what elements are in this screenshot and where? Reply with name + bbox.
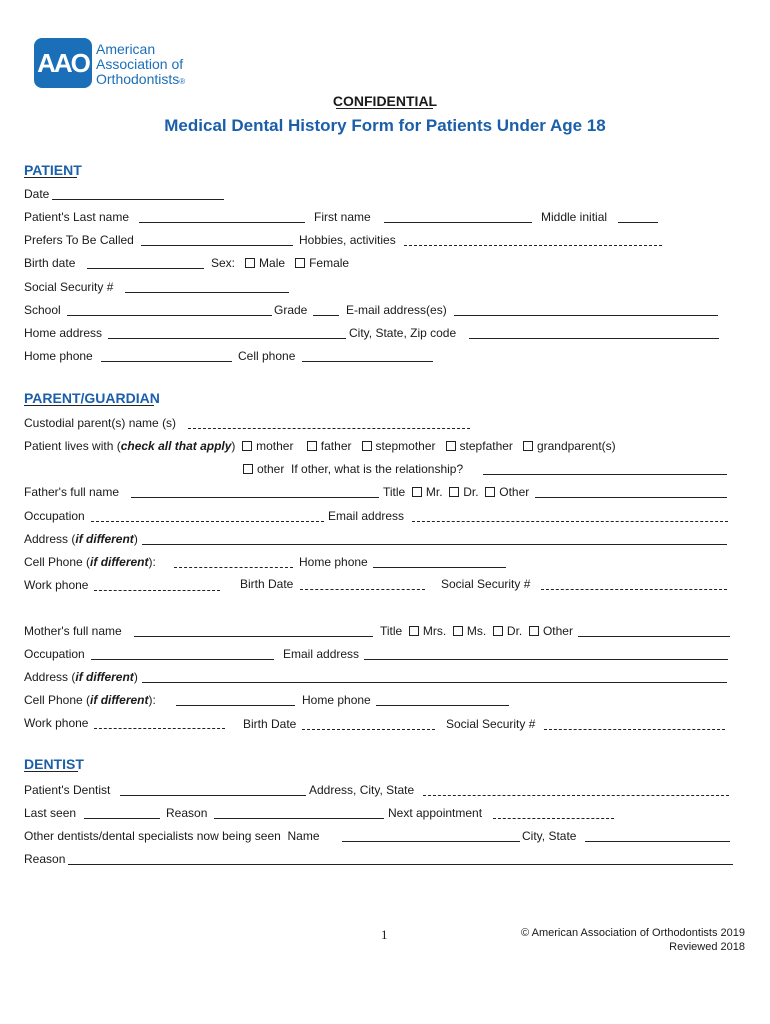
father-name-field[interactable] [131, 497, 379, 498]
reviewed-date: Reviewed 2018 [669, 941, 745, 953]
father-cell-field[interactable] [174, 567, 293, 568]
confidential-label: CONFIDENTIAL [332, 93, 438, 109]
copyright: © American Association of Orthodontists 2019 [521, 927, 745, 939]
reason-field[interactable] [214, 818, 384, 819]
email-label: E-mail address(es) [346, 303, 447, 317]
father-dr-checkbox[interactable] [449, 487, 459, 497]
father-occupation-label: Occupation [24, 509, 85, 523]
mother-email-label: Email address [283, 647, 360, 661]
other-dentists-label: Other dentists/dental specialists now being seen Name [24, 829, 320, 843]
birth-date-label: Birth date [24, 256, 76, 270]
father-address-label: Address (if different) [24, 532, 138, 546]
middle-initial-field[interactable] [618, 222, 658, 223]
ssn-label: Social Security # [24, 280, 114, 294]
mother-occupation-label: Occupation [24, 647, 85, 661]
next-appointment-field[interactable] [493, 818, 614, 819]
other-dentists-city-label: City, State [522, 829, 577, 843]
mother-work-phone-field[interactable] [94, 728, 225, 729]
father-email-label: Email address [328, 509, 405, 523]
father-title-other-field[interactable] [535, 497, 727, 498]
sex-row: Sex: Male Female [211, 256, 350, 270]
birth-date-field[interactable] [87, 268, 204, 269]
home-phone-field[interactable] [101, 361, 232, 362]
female-checkbox[interactable] [295, 258, 305, 268]
reason2-label: Reason [24, 852, 66, 866]
patients-dentist-label: Patient's Dentist [24, 783, 111, 797]
patients-dentist-field[interactable] [120, 795, 306, 796]
mother-work-phone-label: Work phone [24, 716, 89, 730]
last-seen-field[interactable] [84, 818, 160, 819]
father-ssn-label: Social Security # [441, 577, 531, 591]
email-field[interactable] [454, 315, 718, 316]
stepfather-checkbox[interactable] [446, 441, 456, 451]
stepmother-checkbox[interactable] [362, 441, 372, 451]
city-state-zip-label: City, State, Zip code [349, 326, 457, 340]
mother-name-label: Mother's full name [24, 624, 122, 638]
father-cell-label: Cell Phone (if different): [24, 555, 156, 569]
mother-birth-date-label: Birth Date [243, 717, 297, 731]
father-checkbox[interactable] [307, 441, 317, 451]
father-occupation-field[interactable] [91, 521, 324, 522]
logo-line-1: American [96, 41, 156, 57]
father-ssn-field[interactable] [541, 589, 727, 590]
mother-ssn-label: Social Security # [446, 717, 536, 731]
mother-title-row: Title Mrs. Ms. Dr. Other [380, 624, 573, 638]
other-relationship-row: other If other, what is the relationship? [243, 462, 463, 476]
father-birth-date-field[interactable] [300, 589, 425, 590]
father-home-phone-label: Home phone [299, 555, 368, 569]
grade-field[interactable] [313, 315, 339, 316]
logo-line-2: Association of [96, 56, 184, 72]
father-mr-checkbox[interactable] [412, 487, 422, 497]
patient-heading: PATIENT [24, 162, 82, 178]
mother-ssn-field[interactable] [544, 729, 725, 730]
hobbies-label: Hobbies, activities [299, 233, 396, 247]
school-field[interactable] [67, 315, 272, 316]
logo-line-3: Orthodontists® [96, 71, 186, 87]
first-name-label: First name [314, 210, 371, 224]
other-checkbox[interactable] [243, 464, 253, 474]
mother-address-field[interactable] [142, 682, 727, 683]
father-name-label: Father's full name [24, 485, 119, 499]
dentist-address-field[interactable] [423, 795, 729, 796]
father-email-field[interactable] [412, 521, 728, 522]
last-seen-label: Last seen [24, 806, 77, 820]
dentist-heading: DENTIST [24, 756, 84, 772]
mother-name-field[interactable] [134, 636, 373, 637]
father-other-checkbox[interactable] [485, 487, 495, 497]
prefers-label: Prefers To Be Called [24, 233, 134, 247]
mother-mrs-checkbox[interactable] [409, 626, 419, 636]
last-name-label: Patient's Last name [24, 210, 130, 224]
school-label: School [24, 303, 61, 317]
home-phone-label: Home phone [24, 349, 93, 363]
last-name-field[interactable] [139, 222, 305, 223]
city-state-zip-field[interactable] [469, 338, 719, 339]
custodial-label: Custodial parent(s) name (s) [24, 416, 177, 430]
mother-other-checkbox[interactable] [529, 626, 539, 636]
cell-phone-field[interactable] [302, 361, 433, 362]
reason2-field[interactable] [68, 864, 733, 865]
father-home-phone-field[interactable] [373, 567, 506, 568]
mother-email-field[interactable] [364, 659, 728, 660]
mother-home-phone-field[interactable] [376, 705, 509, 706]
father-address-field[interactable] [142, 544, 727, 545]
mother-address-label: Address (if different) [24, 670, 138, 684]
mother-dr-checkbox[interactable] [493, 626, 503, 636]
other-dentists-name-field[interactable] [342, 841, 520, 842]
first-name-field[interactable] [384, 222, 532, 223]
reason-label: Reason [166, 806, 208, 820]
next-appointment-label: Next appointment [388, 806, 483, 820]
mother-occupation-field[interactable] [91, 659, 274, 660]
prefers-field[interactable] [141, 245, 293, 246]
mother-ms-checkbox[interactable] [453, 626, 463, 636]
home-address-label: Home address [24, 326, 103, 340]
father-work-phone-field[interactable] [94, 590, 220, 591]
custodial-field[interactable] [188, 428, 470, 429]
mother-cell-field[interactable] [176, 705, 295, 706]
lives-with-row: Patient lives with (check all that apply) mother father stepmother stepfather grandparent(s) [24, 439, 616, 453]
father-work-phone-label: Work phone [24, 578, 89, 592]
hobbies-field[interactable] [404, 245, 662, 246]
grandparent-checkbox[interactable] [523, 441, 533, 451]
grade-label: Grade [274, 303, 308, 317]
mother-checkbox[interactable] [242, 441, 252, 451]
form-title: Medical Dental History Form for Patients Under Age 18 [164, 116, 606, 135]
father-birth-date-label: Birth Date [240, 577, 294, 591]
other-dentists-city-field[interactable] [585, 841, 730, 842]
dentist-address-label: Address, City, State [309, 783, 415, 797]
mother-cell-label: Cell Phone (if different): [24, 693, 156, 707]
mother-title-other-field[interactable] [578, 636, 730, 637]
guardian-heading: PARENT/GUARDIAN [24, 390, 160, 406]
middle-initial-label: Middle initial [541, 210, 608, 224]
cell-phone-label: Cell phone [238, 349, 296, 363]
date-field[interactable] [52, 199, 224, 200]
date-label: Date [24, 187, 50, 201]
ssn-field[interactable] [125, 292, 289, 293]
father-title-row: Title Mr. Dr. Other [383, 485, 530, 499]
male-checkbox[interactable] [245, 258, 255, 268]
mother-home-phone-label: Home phone [302, 693, 371, 707]
home-address-field[interactable] [108, 338, 346, 339]
page-number: 1 [381, 927, 388, 942]
aao-logo-mark: AAO [34, 38, 92, 88]
mother-birth-date-field[interactable] [302, 729, 435, 730]
other-relationship-field[interactable] [483, 474, 727, 475]
